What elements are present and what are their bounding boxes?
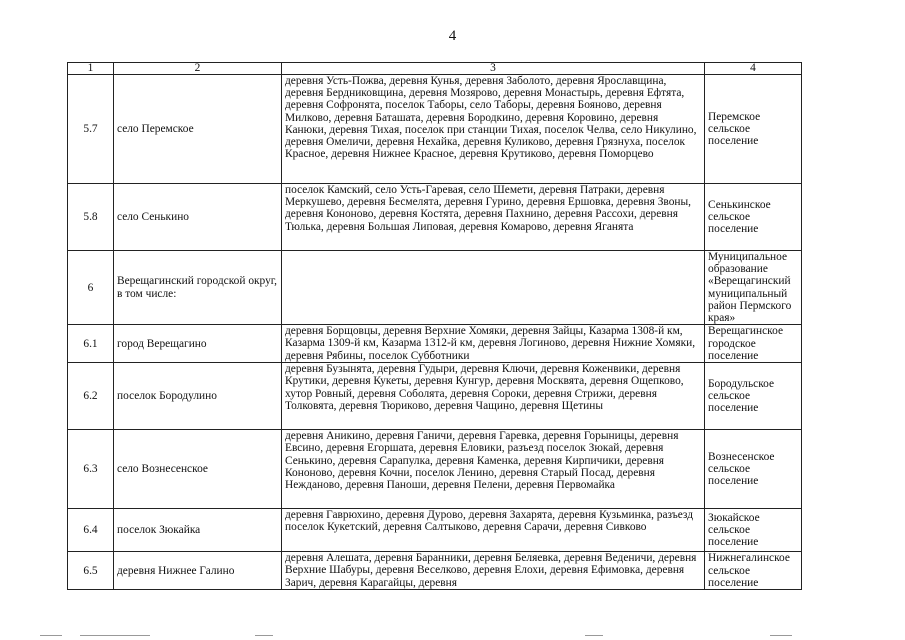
row-number: 6.3 bbox=[68, 430, 114, 509]
row-villages: поселок Камский, село Усть-Гаревая, село Шемети, деревня Патраки, деревня Меркушево, деревня Бесмелята, деревня Гурино, деревня Ершовка, деревня Звоны, деревня Кононово, деревня Костята, деревня Пахнино, деревня Рассохи, деревня Тюлька, деревня Большая Липовая, деревня Комарово, деревня Яганята bbox=[282, 184, 705, 251]
table-row bbox=[68, 430, 802, 509]
header-col-4: 4 bbox=[705, 63, 802, 75]
row-villages: деревня Аникино, деревня Ганичи, деревня Гаревка, деревня Горыницы, деревня Евсино, деревня Егоршата, деревня Еловики, разъезд поселок Зюкай, деревня Сенькино, деревня Сарапулка, деревня Каменка, деревня Кирпичики, деревня Кононово, деревня Кочни, поселок Ленино, деревня Старый Посад, деревня Нежданово, деревня Паноши, деревня Пелени, деревня Первомайка bbox=[282, 430, 705, 509]
scan-edge-artifacts bbox=[0, 632, 905, 640]
row-villages: деревня Бузынята, деревня Гудыри, деревня Ключи, деревня Коженвики, деревня Крутики, деревня Кукеты, деревня Кунгур, деревня Москвята, деревня Ощепково, хутор Ровный, деревня Соболята, деревня Сороки, деревня Стрижи, деревня Толковята, деревня Тюриково, деревня Чащино, деревня Щетины bbox=[282, 363, 705, 430]
row-locality: село Сенькино bbox=[114, 184, 282, 251]
row-locality: село Вознесенское bbox=[114, 430, 282, 509]
header-col-2: 2 bbox=[114, 63, 282, 75]
row-locality: деревня Нижнее Галино bbox=[114, 552, 282, 590]
table-row bbox=[68, 184, 802, 251]
table-row bbox=[68, 552, 802, 590]
row-locality: город Верещагино bbox=[114, 325, 282, 363]
row-locality: поселок Бородулино bbox=[114, 363, 282, 430]
row-number: 6.4 bbox=[68, 509, 114, 552]
row-settlement: Верещагинское городское поселение bbox=[705, 325, 802, 363]
header-col-3: 3 bbox=[282, 63, 705, 75]
row-villages: деревня Гаврюхино, деревня Дурово, деревня Захарята, деревня Кузьминка, разъезд поселок Кукетский, деревня Салтыково, деревня Сарачи, деревня Сивково bbox=[282, 509, 705, 552]
row-number: 5.7 bbox=[68, 75, 114, 184]
table-row bbox=[68, 325, 802, 363]
row-number: 6.2 bbox=[68, 363, 114, 430]
row-number: 6 bbox=[68, 251, 114, 325]
row-villages: деревня Алешата, деревня Баранники, деревня Беляевка, деревня Веденичи, деревня Верхние Шабуры, деревня Веселково, деревня Елохи, деревня Ефимовка, деревня Зарич, деревня Карагайцы, деревня bbox=[282, 552, 705, 590]
row-settlement: Нижнегалинское сельское поселение bbox=[705, 552, 802, 590]
settlements-table bbox=[67, 62, 802, 590]
row-settlement: Перемское сельское поселение bbox=[705, 75, 802, 184]
row-villages bbox=[282, 251, 705, 325]
row-number: 6.1 bbox=[68, 325, 114, 363]
row-villages: деревня Борщовцы, деревня Верхние Хомяки, деревня Зайцы, Казарма 1308-й км, Казарма 1309-й км, Казарма 1312-й км, деревня Логиново, деревня Нижние Хомяки, деревня Рябины, поселок Субботники bbox=[282, 325, 705, 363]
header-row bbox=[68, 63, 802, 75]
row-number: 5.8 bbox=[68, 184, 114, 251]
table-row bbox=[68, 75, 802, 184]
row-locality: Верещагинский городской округ, в том числе: bbox=[114, 251, 282, 325]
row-locality: село Перемское bbox=[114, 75, 282, 184]
row-villages: деревня Усть-Пожва, деревня Кунья, деревня Заболото, деревня Ярославщина, деревня Бердниковщина, деревня Мозярово, деревня Монастырь, деревня Ефтята, деревня Софронята, поселок Таборы, село Таборы, деревня Бояново, деревня Милково, деревня Баташата, деревня Бородкино, деревня Коровино, деревня Канюки, деревня Тихая, поселок при станции Тихая, поселок Челва, село Никулино, деревня Омеличи, деревня Нехайка, деревня Куликово, деревня Грязнуха, поселок Красное, деревня Нижнее Красное, деревня Крутиково, деревня Поморцево bbox=[282, 75, 705, 184]
row-number: 6.5 bbox=[68, 552, 114, 590]
row-settlement: Зюкайское сельское поселение bbox=[705, 509, 802, 552]
table-row bbox=[68, 363, 802, 430]
row-settlement: Бородульское сельское поселение bbox=[705, 363, 802, 430]
row-locality: поселок Зюкайка bbox=[114, 509, 282, 552]
row-settlement: Сенькинское сельское поселение bbox=[705, 184, 802, 251]
row-settlement: Муниципальное образование «Верещагинский муниципальный район Пермского края» bbox=[705, 251, 802, 325]
table-row bbox=[68, 251, 802, 325]
header-col-1: 1 bbox=[68, 63, 114, 75]
table-row bbox=[68, 509, 802, 552]
page-number: 4 bbox=[448, 28, 457, 44]
row-settlement: Вознесенское сельское поселение bbox=[705, 430, 802, 509]
